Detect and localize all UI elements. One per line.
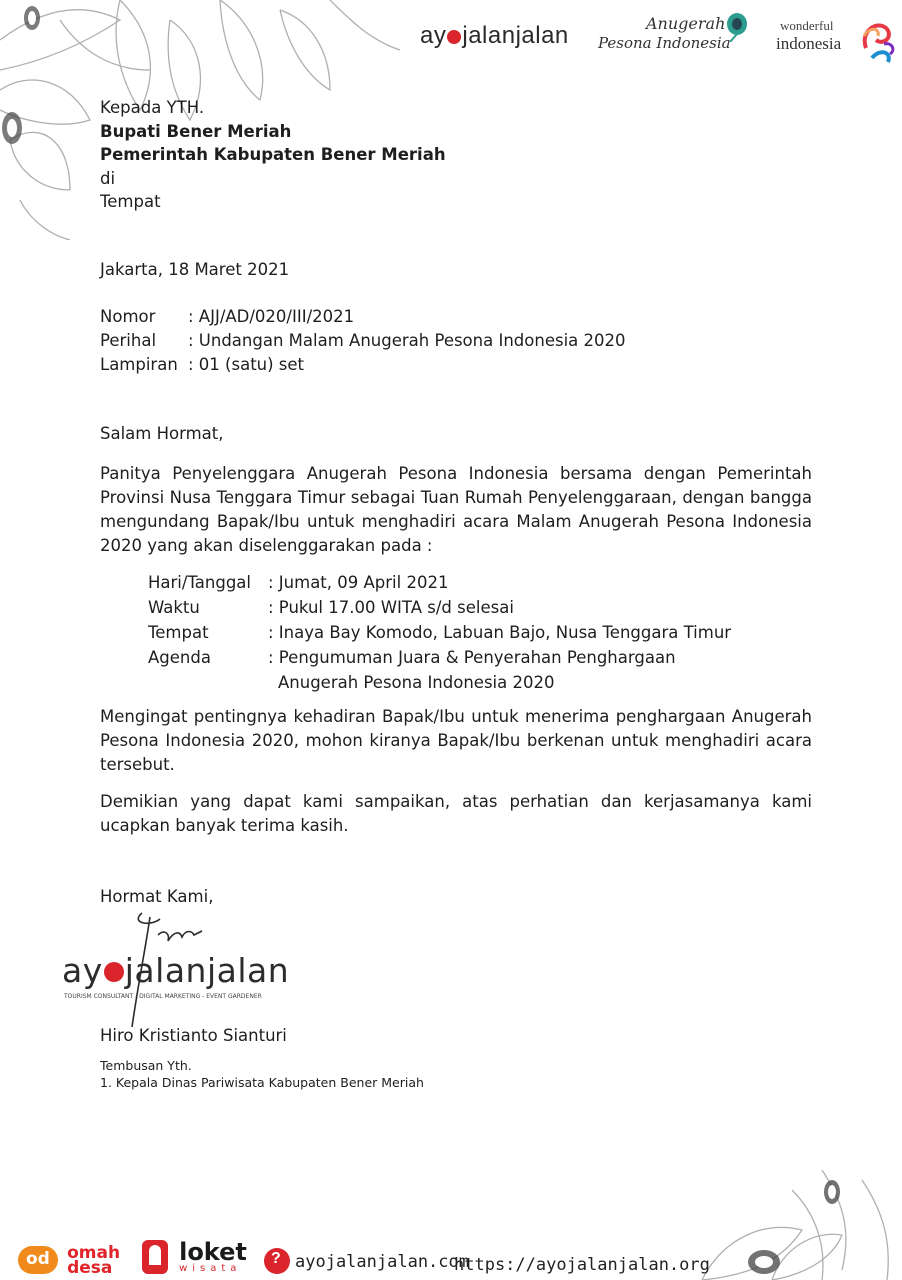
footer-logos	[18, 1238, 710, 1280]
loket-text	[179, 1240, 247, 1274]
omah-desa-badge-icon: od	[18, 1246, 58, 1274]
detail-row-date	[148, 571, 731, 596]
logo-line1: Anugerah	[646, 14, 726, 33]
ayojalanjalan-site	[264, 1248, 469, 1274]
meta-row-nomor	[100, 305, 626, 329]
stamp-tagline: TOURISM CONSULTANT - DIGITAL MARKETING - EVENT GARDENER	[64, 993, 262, 1000]
detail-value: : Inaya Bay Komodo, Labuan Bajo, Nusa Tenggara Timur	[268, 623, 732, 642]
recipient-line: Tempat	[100, 192, 161, 211]
detail-agenda-continued: Anugerah Pesona Indonesia 2020	[278, 673, 555, 692]
detail-value: : Pukul 17.00 WITA s/d selesai	[268, 598, 514, 617]
site-text: ayojalanjalan.com	[295, 1252, 469, 1272]
logo-line2: indonesia	[776, 34, 842, 53]
recipient-line: Pemerintah Kabupaten Bener Meriah	[100, 145, 446, 164]
meta-row-perihal	[100, 329, 626, 353]
signer-name: Hiro Kristianto Sianturi	[100, 1026, 287, 1045]
meta-label: Lampiran	[100, 355, 178, 374]
letter-meta	[100, 305, 626, 377]
omah-text: omah	[67, 1243, 121, 1263]
detail-label: Tempat	[148, 623, 209, 642]
wisata-word: wisata	[179, 1263, 242, 1274]
omah-desa-logo	[18, 1243, 121, 1278]
wonderful-indonesia-swirl-icon	[860, 18, 896, 64]
apple-icon	[104, 962, 124, 982]
detail-row-venue	[148, 621, 731, 646]
desa-text: desa	[67, 1258, 113, 1278]
event-details	[148, 571, 731, 696]
recipient-line: Bupati Bener Meriah	[100, 121, 292, 141]
ayojalanjalan-logo	[420, 22, 569, 50]
stamp-text-part2: jalanjalan	[124, 951, 290, 990]
logo-text-part1: ay	[420, 22, 447, 49]
omah-desa-text	[67, 1243, 121, 1278]
cc-title: Tembusan Yth.	[100, 1058, 192, 1073]
body-paragraph-3: Demikian yang dapat kami sampaikan, atas perhatian dan kerjasamanya kami ucapkan banyak terima kasih.	[100, 792, 812, 835]
wonderful-indonesia-logo	[776, 18, 896, 64]
detail-label: Hari/Tanggal	[148, 573, 252, 592]
meta-label: Nomor	[100, 307, 156, 326]
recipient-line: di	[100, 168, 116, 188]
signature-block	[60, 905, 320, 1035]
ayojalanjalan-circle-icon: ?	[264, 1248, 290, 1274]
detail-label: Agenda	[148, 648, 211, 667]
loket-word: loket	[179, 1238, 247, 1266]
apple-icon	[447, 30, 461, 44]
meta-row-lampiran	[100, 353, 626, 377]
meta-label: Perihal	[100, 331, 157, 350]
floral-ornament-bottom-right	[682, 1170, 902, 1280]
ayojalanjalan-stamp-logo	[62, 951, 289, 990]
detail-label: Waktu	[148, 598, 200, 617]
website-url: https://ayojalanjalan.org	[454, 1255, 710, 1275]
detail-row-time	[148, 596, 731, 621]
meta-value: : Undangan Malam Anugerah Pesona Indonesia 2020	[188, 331, 626, 350]
carbon-copy	[100, 1057, 424, 1091]
loket-ticket-icon	[142, 1240, 168, 1274]
detail-row-agenda	[148, 646, 731, 671]
body-paragraph-2: Mengingat pentingnya kehadiran Bapak/Ibu untuk menerima penghargaan Anugerah Pesona Indonesia 2020, mohon kiranya Bapak/Ibu berkenan untuk menghadiri acara tersebut.	[100, 707, 812, 774]
logo-text-part2: jalanjalan	[462, 22, 569, 49]
closing: Hormat Kami,	[100, 887, 214, 906]
logo-line1: wonderful	[780, 18, 834, 33]
stamp-text-part1: ay	[62, 951, 103, 990]
detail-value: : Jumat, 09 April 2021	[268, 573, 449, 592]
recipient-block	[100, 96, 446, 214]
peacock-feather-icon	[724, 12, 750, 42]
body-paragraph-1: Panitya Penyelenggara Anugerah Pesona Indonesia bersama dengan Pemerintah Provinsi Nusa Tenggara Timur sebagai Tuan Rumah Penyelenggaraan, dengan bangga mengundang Bapak/Ibu untuk menghadiri acara Malam Anugerah Pesona Indonesia 2020 yang akan diselenggarakan pada :	[100, 464, 812, 555]
logo-line2: Pesona Indonesia	[598, 34, 731, 52]
meta-value: : AJJ/AD/020/III/2021	[188, 307, 355, 326]
recipient-line: Kepada YTH.	[100, 98, 205, 117]
place-date: Jakarta, 18 Maret 2021	[100, 260, 290, 279]
cc-item: 1. Kepala Dinas Pariwisata Kabupaten Bener Meriah	[100, 1075, 424, 1090]
greeting: Salam Hormat,	[100, 424, 224, 443]
meta-value: : 01 (satu) set	[188, 355, 305, 374]
loket-wisata-logo	[142, 1240, 247, 1274]
anugerah-pesona-indonesia-logo	[598, 12, 748, 60]
detail-value: : Pengumuman Juara & Penyerahan Penghargaan	[268, 648, 676, 667]
